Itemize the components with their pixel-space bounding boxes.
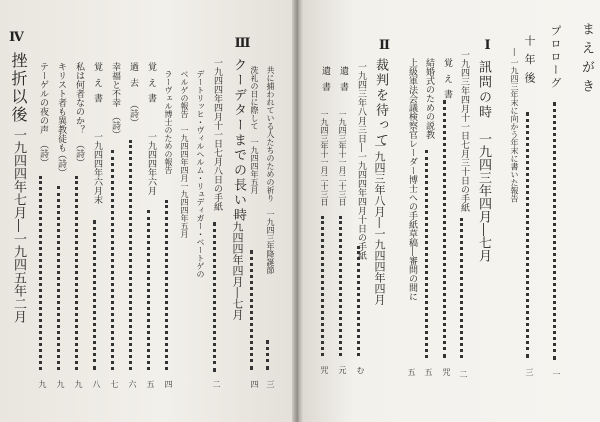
book-gutter <box>292 0 304 422</box>
toc-entry: 幸福と不幸 <box>110 62 120 107</box>
toc-part-III-dates: 一九四四年四月―七月 <box>231 210 244 320</box>
page-number: 九 <box>38 380 47 388</box>
page-number: 六 <box>128 380 137 388</box>
toc-part-I-dates: 一九四三年四月―七月 <box>476 132 491 262</box>
leader-dots <box>75 176 81 370</box>
toc-entry: ベルゲの報告 一九四四年四月一九四四年五月 <box>180 70 189 238</box>
toc-entry-date: 一九四四年六月 <box>146 132 156 195</box>
page-number: 咒 <box>442 368 451 376</box>
leader-dots <box>357 246 363 356</box>
toc-entry: 上級軍法会議検察官レーダー博士への手紙草稿―審問の間に <box>407 58 417 301</box>
toc-entry: 遺 書 <box>338 66 348 93</box>
toc-juunen: 十 年 後 <box>523 35 536 85</box>
page-number: 三 <box>525 368 534 376</box>
toc-entry-sub: （詩） <box>56 150 66 177</box>
page-number: 咒 <box>320 366 329 374</box>
page-number: 一 <box>552 370 561 378</box>
toc-juunen-sub: ― 一九四三年末に向かう年末に書いた報告 <box>510 48 519 203</box>
toc-entry: キリスト者も異教徒も <box>56 62 66 152</box>
toc-entry: 覚 え 書 <box>442 58 452 101</box>
toc-entry: 一九四四年四月十一日七月八日の手紙 <box>212 58 222 211</box>
leader-dots <box>266 340 272 370</box>
page-number: 二 <box>459 370 468 378</box>
toc-entry: 過 去 <box>128 62 138 89</box>
page-number: 三 <box>266 380 275 388</box>
leader-dots <box>339 216 345 356</box>
toc-part-II-title: 裁判を待って <box>373 58 388 148</box>
toc-part-IV-dates: 一九四四年七月―一九四五年二月 <box>11 128 26 323</box>
toc-part-II-dates: 一九四三年八月―一九四四年四月 <box>373 140 386 305</box>
toc-part-II: Ⅱ <box>377 38 392 53</box>
toc-entry: テーゲルの夜の声 <box>38 62 48 134</box>
page-number: 九 <box>56 380 65 388</box>
page-number: 五 <box>424 368 433 376</box>
toc-entry: 一九四三年八月三日―一九四四年四月十日の手紙 <box>356 62 366 260</box>
toc-part-IV-title: 挫折以後 <box>9 52 28 124</box>
page-number: 五 <box>407 368 416 376</box>
leader-dots <box>526 112 532 358</box>
leader-dots <box>165 200 171 370</box>
page-number: む <box>356 366 365 374</box>
toc-part-III: Ⅲ <box>235 36 250 51</box>
leader-dots <box>213 222 219 372</box>
page-number: 七 <box>110 380 119 388</box>
toc-entry: 結婚式のための説教 <box>424 58 434 139</box>
page-number: 四 <box>164 380 173 388</box>
toc-part-I: Ⅰ <box>480 38 495 53</box>
toc-entry-sub: （詩） <box>38 140 48 167</box>
page-number: 元 <box>338 366 347 374</box>
toc-entry: デートリッヒ・ヴィルヘルム・リュディガー・ベートゲの <box>196 70 205 278</box>
toc-title: まえがき <box>579 22 594 98</box>
leader-dots <box>111 150 117 370</box>
page-number: 五 <box>146 380 155 388</box>
toc-part-III-title: クーデターまでの長い時 <box>231 58 246 223</box>
toc-entry-sub: （詩） <box>74 140 84 167</box>
toc-entry: 遺 書 <box>320 66 330 93</box>
toc-entry-date: 一九四三年十一月二十三日 <box>338 110 347 206</box>
toc-entry: 共に捕われている人たちのための祈り 一九四三年降誕節 <box>266 66 275 274</box>
toc-entry: 覚 え 書 <box>92 62 102 105</box>
leader-dots <box>250 250 256 370</box>
leader-dots <box>39 176 45 370</box>
toc-part-IV: Ⅳ <box>9 30 24 45</box>
toc-entry-date: 一九四三年十一月二十三日 <box>320 110 329 206</box>
right-page <box>300 0 600 422</box>
leader-dots <box>147 210 153 370</box>
page-number: 四 <box>250 380 259 388</box>
page-number: 九 <box>74 380 83 388</box>
leader-dots <box>129 140 135 370</box>
toc-entry: 一九四三年四月十一日七月三十日の手紙 <box>459 50 469 212</box>
toc-entry: ラーヴェル博士のための報告 <box>164 70 173 174</box>
toc-entry-sub: （詩） <box>110 112 120 139</box>
leader-dots <box>321 216 327 356</box>
left-page <box>0 0 296 422</box>
page-number: 二 <box>212 380 221 388</box>
toc-prologue: プロローグ <box>549 25 562 90</box>
toc-entry-sub: （詩） <box>128 100 138 127</box>
leader-dots <box>93 220 99 370</box>
toc-part-I-title: 訊問の時 <box>476 60 491 120</box>
page-number: 八 <box>92 380 101 388</box>
leader-dots <box>553 102 559 360</box>
toc-entry: 私は何者なのか？ <box>74 62 84 134</box>
toc-entry: 覚 え 書 <box>146 62 156 105</box>
leader-dots <box>425 150 431 358</box>
leader-dots <box>460 218 466 358</box>
leader-dots <box>443 100 449 358</box>
toc-entry-date: 一九四四年六月末 <box>92 132 102 204</box>
leader-dots <box>57 186 63 370</box>
toc-entry: 洗礼の日に際して 一九四四年五月 <box>250 66 259 194</box>
